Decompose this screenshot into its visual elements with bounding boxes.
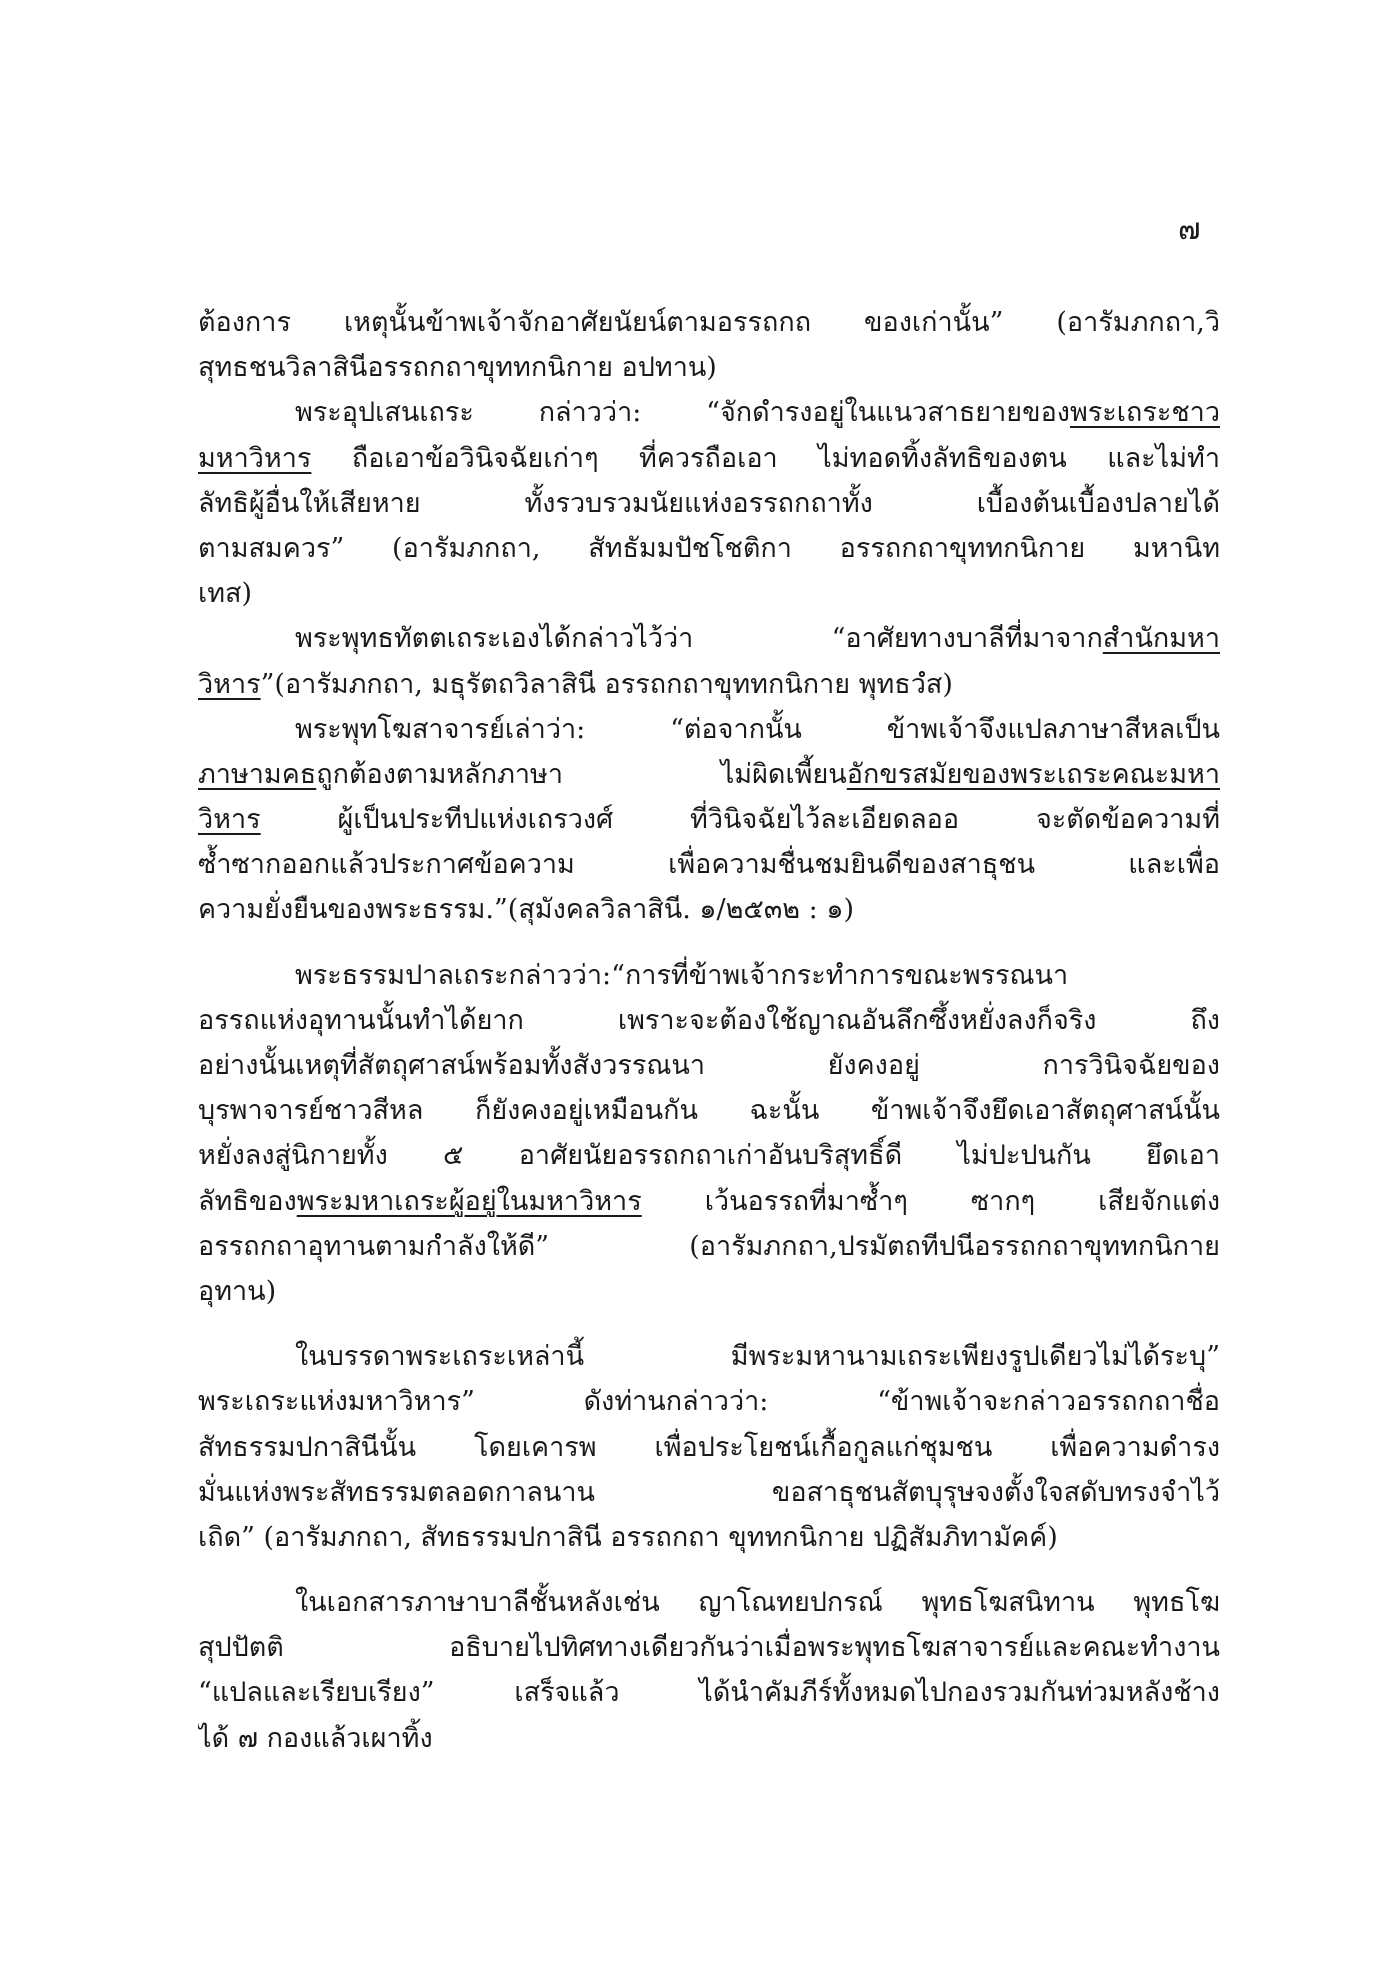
page-number: ๗ <box>1178 212 1201 247</box>
text-line <box>198 1133 1220 1178</box>
underlined-text: มหาวิหาร <box>198 442 312 474</box>
text-segment: ถูกต้องตามหลักภาษา ไม่ผิดเพี้ยน <box>316 758 847 790</box>
text-line <box>198 1670 1220 1715</box>
text-segment: เทส) <box>198 578 253 610</box>
text-segment: เว้นอรรถที่มาซ้ำๆ ซากๆ เสียจักแต่ง <box>641 1185 1220 1217</box>
text-segment: สัทธรรมปกาสินีนั้น โดยเคารพ เพื่อประโยชน์เกื้อกูลแก่ชุมชน เพื่อความดำรง <box>198 1431 1220 1463</box>
text-line <box>198 1334 1220 1379</box>
paragraph <box>198 953 1220 1315</box>
text-line <box>198 1425 1220 1470</box>
text-segment: พระอุปเสนเถระ กล่าวว่า: “จักดำรงอยู่ในแนวสาธยายของ <box>295 397 1070 429</box>
text-segment: ลัทธิของ <box>198 1185 297 1217</box>
text-line <box>198 1625 1220 1670</box>
text-segment: สุทธชนวิลาสินีอรรถกถาขุททกนิกาย อปทาน) <box>198 352 717 384</box>
paragraph <box>198 1580 1220 1761</box>
text-segment: ผู้เป็นประทีปแห่งเถรวงศ์ ที่วินิจฉัยไว้ละเอียดลออ จะตัดข้อความที่ <box>260 804 1220 836</box>
text-line <box>198 1043 1220 1088</box>
text-line <box>198 752 1220 797</box>
text-segment: พระธรรมปาลเถระกล่าวว่า:“การที่ข้าพเจ้ากระทำการขณะพรรณนา <box>295 959 1069 991</box>
text-segment: อรรถแห่งอุทานนั้นทำได้ยาก เพราะจะต้องใช้ญาณอันลึกซึ้งหยั่งลงก็จริง ถึง <box>198 1004 1220 1036</box>
text-line <box>198 300 1220 345</box>
text-line <box>198 998 1220 1043</box>
text-segment: ”(อารัมภกถา, มธุรัตถวิลาสินี อรรถกถาขุททกนิกาย พุทธวํส) <box>260 668 953 700</box>
text-line <box>198 1179 1220 1224</box>
text-segment: อรรถกถาอุทานตามกำลังให้ดี” (อารัมภกถา,ปรมัตถทีปนีอรรถกถาขุททกนิกาย <box>198 1230 1220 1262</box>
paragraph <box>198 616 1220 706</box>
text-line <box>198 1470 1220 1515</box>
text-line <box>198 436 1220 481</box>
text-line <box>198 1515 1220 1560</box>
text-line <box>198 616 1220 661</box>
text-line <box>198 707 1220 752</box>
text-segment: อุทาน) <box>198 1275 277 1307</box>
paragraph <box>198 300 1220 390</box>
text-segment: ในบรรดาพระเถระเหล่านี้ มีพระมหานามเถระเพียงรูปเดียวไม่ได้ระบุ” <box>295 1341 1220 1373</box>
underlined-text: วิหาร <box>198 668 261 700</box>
text-segment: บุรพาจารย์ชาวสีหล ก็ยังคงอยู่เหมือนกัน ฉะนั้น ข้าพเจ้าจึงยึดเอาสัตถุศาสน์นั้น <box>198 1095 1220 1127</box>
text-line <box>198 797 1220 842</box>
text-line <box>198 1224 1220 1269</box>
text-segment: มั่นแห่งพระสัทธรรมตลอดกาลนาน ขอสาธุชนสัตบุรุษจงตั้งใจสดับทรงจำไว้ <box>198 1476 1220 1508</box>
text-segment: ตามสมควร” (อารัมภกถา, สัทธัมมปัชโชติกา อรรถกถาขุททกนิกาย มหานิท <box>198 532 1220 564</box>
text-line <box>198 953 1220 998</box>
text-line <box>198 1088 1220 1133</box>
paragraph <box>198 1334 1220 1560</box>
underlined-text: วิหาร <box>198 804 261 836</box>
paragraph-gap <box>198 1314 1220 1334</box>
text-segment: ถือเอาข้อวินิจฉัยเก่าๆ ที่ควรถือเอา ไม่ทอดทิ้งลัทธิของตน และไม่ทำ <box>311 442 1220 474</box>
underlined-text: ภาษามคธ <box>198 758 317 790</box>
paragraph <box>198 707 1220 933</box>
paragraph-gap <box>198 933 1220 953</box>
text-line <box>198 887 1220 932</box>
text-segment: พระพุทธทัตตเถระเองได้กล่าวไว้ว่า “อาศัยทางบาลีที่มาจาก <box>295 623 1103 655</box>
text-segment: พระเถระแห่งมหาวิหาร” ดังท่านกล่าวว่า: “ข้าพเจ้าจะกล่าวอรรถกถาชื่อ <box>198 1386 1220 1418</box>
text-segment: สุปปัตติ อธิบายไปทิศทางเดียวกันว่าเมื่อพระพุทธโฆสาจารย์และคณะทำงาน <box>198 1632 1220 1664</box>
text-line <box>198 1379 1220 1424</box>
text-line <box>198 481 1220 526</box>
text-segment: อย่างนั้นเหตุที่สัตถุศาสน์พร้อมทั้งสังวรรณนา ยังคงอยู่ การวินิจฉัยของ <box>198 1050 1220 1081</box>
text-segment: พระพุทโฆสาจารย์เล่าว่า: “ต่อจากนั้น ข้าพเจ้าจึงแปลภาษาสีหลเป็น <box>295 713 1220 745</box>
text-segment: ความยั่งยืนของพระธรรม.”(สุมังคลวิลาสินี. ๑/๒๕๓๒ : ๑) <box>198 894 855 926</box>
text-line <box>198 390 1220 435</box>
text-line <box>198 1716 1220 1761</box>
text-segment: เถิด” (อารัมภกถา, สัทธรรมปกาสินี อรรถกถา ขุททกนิกาย ปฏิสัมภิทามัคค์) <box>198 1521 1058 1553</box>
text-segment: ในเอกสารภาษาบาลีชั้นหลังเช่น ญาโณทยปกรณ์ พุทธโฆสนิทาน พุทธโฆ <box>295 1587 1220 1619</box>
text-segment: “แปลและเรียบเรียง” เสร็จแล้ว ได้นำคัมภีร์ทั้งหมดไปกองรวมกันท่วมหลังช้าง <box>198 1677 1220 1709</box>
text-segment: ซ้ำซากออกแล้วประกาศข้อความ เพื่อความชื่นชมยินดีของสาธุชน และเพื่อ <box>198 849 1220 881</box>
paragraph-gap <box>198 1560 1220 1580</box>
body-text <box>198 300 1220 1761</box>
text-segment: หยั่งลงสู่นิกายทั้ง ๕ อาศัยนัยอรรถกถาเก่าอันบริสุทธิ์ดี ไม่ปะปนกัน ยึดเอา <box>198 1140 1220 1172</box>
text-line <box>198 1580 1220 1625</box>
underlined-text: พระมหาเถระผู้อยู่ในมหาวิหาร <box>296 1185 642 1217</box>
text-line <box>198 345 1220 390</box>
text-segment: ได้ ๗ กองแล้วเผาทิ้ง <box>198 1722 433 1754</box>
text-line <box>198 1269 1220 1314</box>
text-line <box>198 842 1220 887</box>
underlined-text: พระเถระชาว <box>1069 397 1220 429</box>
paragraph <box>198 390 1220 616</box>
text-line <box>198 526 1220 571</box>
underlined-text: อักขรสมัยของพระเถระคณะมหา <box>846 758 1220 790</box>
text-line <box>198 571 1220 616</box>
text-line <box>198 662 1220 707</box>
text-segment: ต้องการ เหตุนั้นข้าพเจ้าจักอาศัยนัยน์ตามอรรถกถ ของเก่านั้น” (อารัมภกถา,วิ <box>198 307 1220 338</box>
text-segment: ลัทธิผู้อื่นให้เสียหาย ทั้งรวบรวมนัยแห่งอรรถกถาทั้ง เบื้องต้นเบื้องปลายได้ <box>198 487 1220 519</box>
underlined-text: สำนักมหา <box>1102 623 1220 655</box>
